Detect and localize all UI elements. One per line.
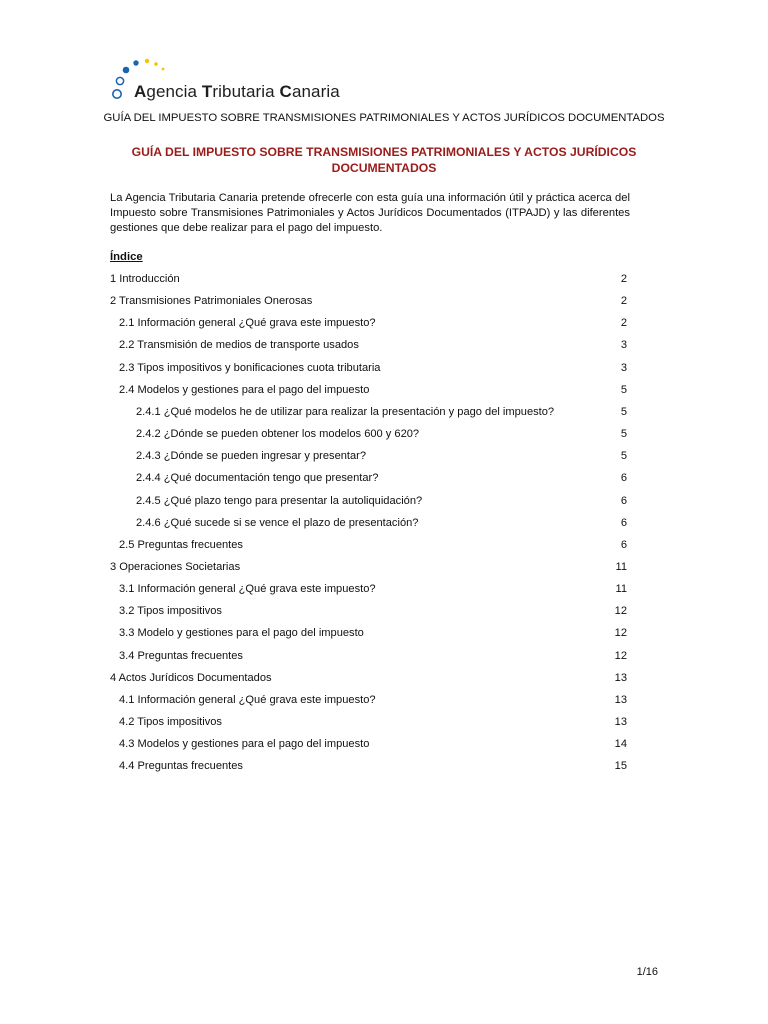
toc-entry-page: 12	[614, 627, 627, 640]
toc-entry-label: 2.4.5 ¿Qué plazo tengo para presentar la autoliquidación?	[136, 494, 423, 507]
toc-entry-label: 2.1 Información general ¿Qué grava este impuesto?	[119, 317, 376, 330]
toc-entry-page: 11	[615, 560, 627, 573]
index-heading: Índice	[110, 251, 143, 263]
title-line-2: DOCUMENTADOS	[331, 161, 437, 175]
toc-entry[interactable]	[0, 650, 768, 666]
toc-entry[interactable]	[0, 672, 768, 688]
toc-entry[interactable]	[0, 295, 768, 311]
toc-entry-label: 4.4 Preguntas frecuentes	[119, 760, 243, 773]
toc-entry-label: 4.1 Información general ¿Qué grava este impuesto?	[119, 693, 376, 706]
toc-entry-label: 2.5 Preguntas frecuentes	[119, 538, 243, 551]
title-line-1: GUÍA DEL IMPUESTO SOBRE TRANSMISIONES PATRIMONIALES Y ACTOS JURÍDICOS	[131, 145, 637, 159]
toc-entry-page: 12	[614, 605, 627, 618]
toc-entry-label: 4.3 Modelos y gestiones para el pago del impuesto	[119, 738, 370, 751]
toc-entry[interactable]	[0, 760, 768, 776]
toc-entry-label: 2 Transmisiones Patrimoniales Onerosas	[110, 295, 313, 308]
toc-entry-label: 3.2 Tipos impositivos	[119, 605, 222, 618]
toc-entry-label: 2.4.2 ¿Dónde se pueden obtener los modelos 600 y 620?	[136, 428, 420, 441]
toc-entry-label: 2.4.4 ¿Qué documentación tengo que presentar?	[136, 472, 379, 485]
toc-entry[interactable]	[0, 317, 768, 333]
toc-entry[interactable]	[0, 428, 768, 444]
toc-entry-page: 3	[620, 339, 627, 352]
page-number: 1/16	[636, 966, 658, 978]
toc-entry[interactable]	[0, 605, 768, 621]
toc-entry-page: 11	[615, 583, 627, 596]
toc-entry-label: 2.3 Tipos impositivos y bonificaciones cuota tributaria	[119, 361, 381, 374]
toc-entry[interactable]	[0, 716, 768, 732]
toc-entry-page: 13	[614, 716, 627, 728]
toc-entry-page: 3	[620, 361, 627, 374]
toc-entry-label: 2.4.3 ¿Dónde se pueden ingresar y presentar?	[136, 450, 367, 463]
toc-entry-page: 13	[614, 671, 627, 684]
toc-entry-page: 14	[614, 738, 627, 751]
intro-paragraph: La Agencia Tributaria Canaria pretende ofrecerle con esta guía una información útil y práctica acerca del Impuesto sobre Transmisiones Patrimoniales y Actos Jurídicos Documentados (ITPAJD) y las diferentes gestiones que debe realizar para el pago del impuesto.	[110, 192, 630, 234]
toc-entry-label: 1 Introducción	[110, 273, 180, 285]
toc-entry-page: 5	[620, 450, 627, 463]
toc-entry[interactable]	[0, 517, 768, 533]
toc-entry-page: 2	[620, 273, 627, 285]
toc-entry-label: 3.3 Modelo y gestiones para el pago del impuesto	[119, 627, 364, 640]
running-header: GUÍA DEL IMPUESTO SOBRE TRANSMISIONES PATRIMONIALES Y ACTOS JURÍDICOS DOCUMENTADOS	[103, 112, 665, 124]
toc-entry-page: 2	[620, 317, 627, 330]
toc-entry-page: 6	[620, 494, 627, 507]
toc-entry[interactable]	[0, 627, 768, 643]
toc-entry-label: 2.2 Transmisión de medios de transporte usados	[119, 339, 359, 352]
toc-entry-label: 2.4.1 ¿Qué modelos he de utilizar para realizar la presentación y pago del impuesto?	[136, 405, 555, 418]
toc-entry[interactable]	[0, 738, 768, 754]
toc-entry[interactable]	[0, 694, 768, 710]
toc-entry-label: 4.2 Tipos impositivos	[119, 716, 222, 728]
toc-entry-page: 12	[614, 649, 627, 662]
toc-entry[interactable]	[0, 273, 768, 289]
toc-entry-label: 4 Actos Jurídicos Documentados	[110, 671, 272, 684]
toc-entry-page: 6	[620, 516, 627, 529]
toc-entry-page: 15	[614, 760, 627, 773]
toc-entry[interactable]	[0, 472, 768, 488]
toc-entry-page: 6	[620, 472, 627, 485]
toc-entry[interactable]	[0, 539, 768, 555]
toc-entry-label: 2.4.6 ¿Qué sucede si se vence el plazo de presentación?	[136, 516, 419, 529]
toc-entry-label: 3.4 Preguntas frecuentes	[119, 649, 243, 662]
toc-entry[interactable]	[0, 561, 768, 577]
toc-entry[interactable]	[0, 362, 768, 378]
toc-entry[interactable]	[0, 339, 768, 355]
toc-entry-page: 13	[614, 693, 627, 706]
toc-entry[interactable]	[0, 384, 768, 400]
toc-entry[interactable]	[0, 583, 768, 599]
toc-entry[interactable]	[0, 450, 768, 466]
toc-entry-page: 2	[620, 295, 627, 308]
toc-entry[interactable]	[0, 495, 768, 511]
toc-entry[interactable]	[0, 406, 768, 422]
toc-entry-page: 5	[620, 383, 627, 396]
toc-entry-page: 6	[620, 538, 627, 551]
toc-entry-label: 2.4 Modelos y gestiones para el pago del impuesto	[119, 383, 370, 396]
toc-entry-label: 3 Operaciones Societarias	[110, 560, 241, 573]
toc-entry-label: 3.1 Información general ¿Qué grava este impuesto?	[119, 583, 376, 596]
toc-entry-page: 5	[620, 428, 627, 441]
toc-entry-page: 5	[620, 405, 627, 418]
logo-wordmark: Agencia Tributaria Canaria	[134, 82, 340, 101]
